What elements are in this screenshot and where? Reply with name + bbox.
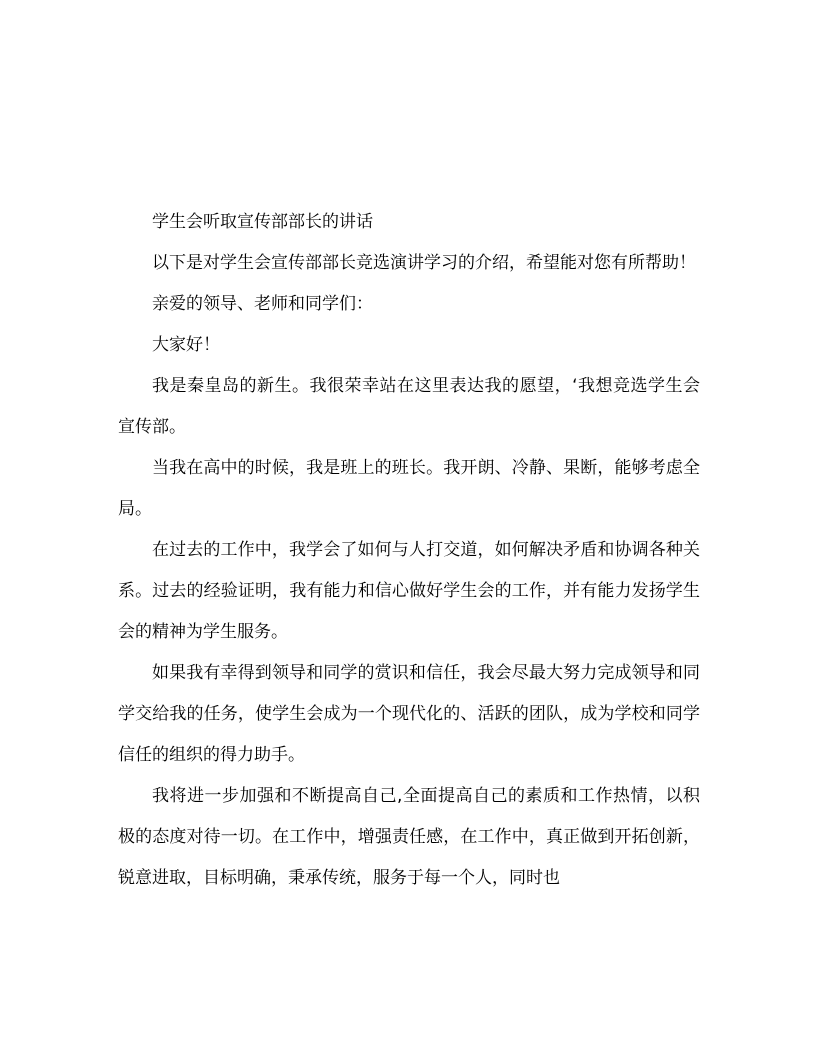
paragraph-intro: 以下是对学生会宣传部部长竞选演讲学习的介绍，希望能对您有所帮助！	[152, 253, 696, 273]
paragraph-commitment: 如果我有幸得到领导和同学的赏识和信任，我会尽最大努力完成领导和同学交给我的任务，使学生会成为一个现代化的、活跃的团队，成为学校和同学信任的组织的得力助手。	[118, 663, 700, 765]
paragraph-greeting: 大家好！	[152, 335, 220, 355]
paragraph-high-school: 当我在高中的时候，我是班上的班长。我开朗、冷静、果断，能够考虑全局。	[118, 458, 700, 519]
paragraph-salutation: 亲爱的领导、老师和同学们：	[152, 294, 373, 314]
document-title: 学生会听取宣传部部长的讲话	[152, 212, 373, 232]
paragraph-self-introduction: 我是秦皇岛的新生。我很荣幸站在这里表达我的愿望，‘我想竞选学生会宣传部。	[118, 376, 700, 437]
paragraph-experience: 在过去的工作中，我学会了如何与人打交道，如何解决矛盾和协调各种关系。过去的经验证明，我有能力和信心做好学生会的工作，并有能力发扬学生会的精神为学生服务。	[118, 540, 700, 642]
paragraph-improvement: 我将进一步加强和不断提高自己,全面提高自己的素质和工作热情，以积极的态度对待一切。在工作中，增强责任感，在工作中，真正做到开拓创新，锐意进取，目标明确，秉承传统，服务于每一个人，同时也	[118, 786, 700, 888]
document-body	[118, 202, 700, 899]
